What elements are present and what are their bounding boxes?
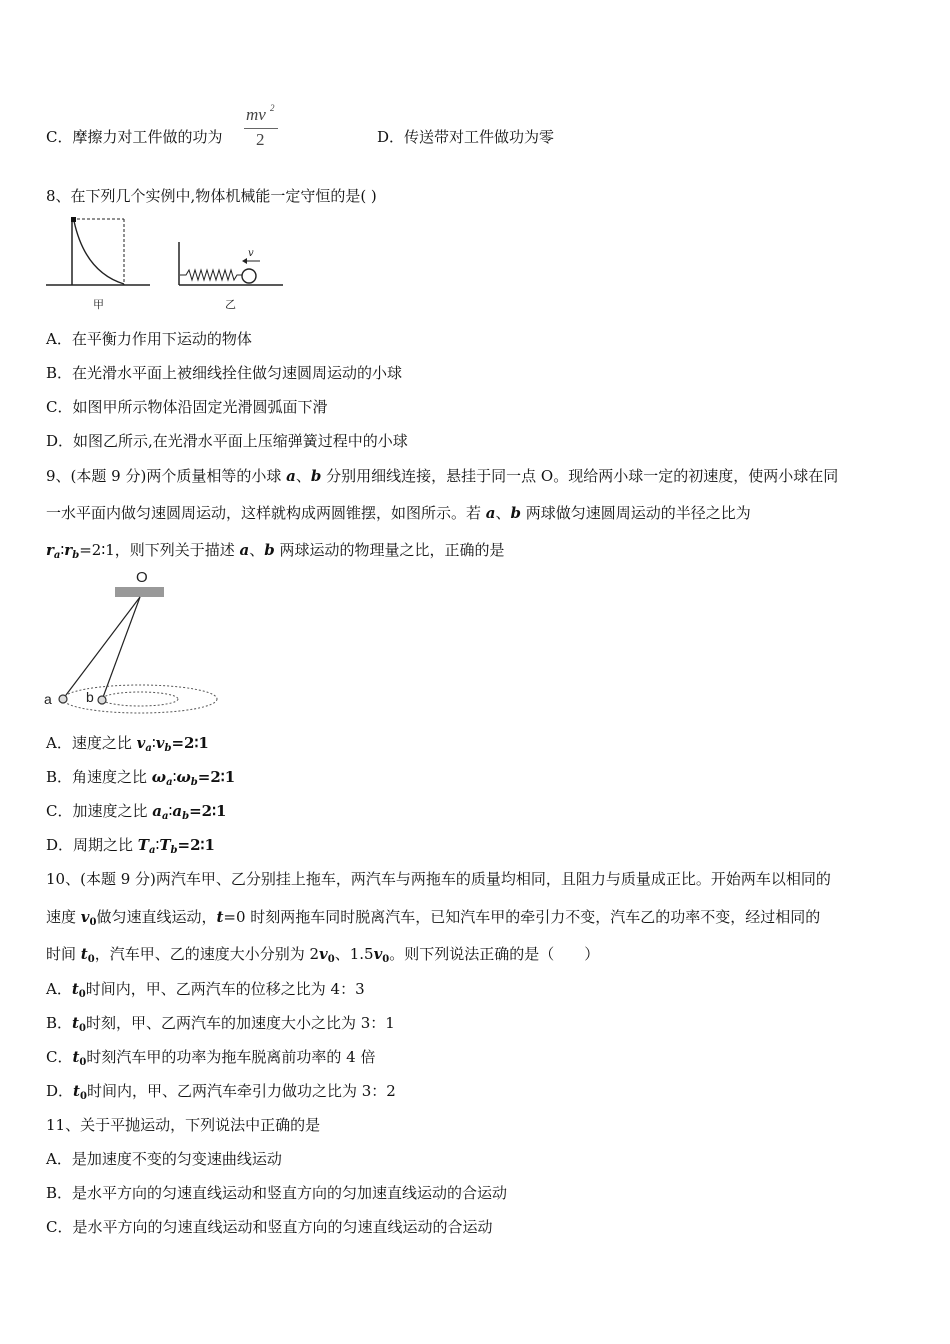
ratio-value: =2∶1 <box>197 768 236 786</box>
ball-b-label: b <box>86 689 94 705</box>
q8-option-c: C．如图甲所示物体沿固定光滑圆弧面下滑 <box>46 398 328 416</box>
q10-stem-line3 <box>46 943 599 971</box>
q9-text: 一水平面内做匀速圆周运动，这样就构成两圆锥摆，如图所示。若 <box>46 504 486 522</box>
ratio-colon: ∶ <box>60 541 65 559</box>
var-a: a <box>172 802 183 820</box>
q10-text: ，汽车甲、乙的速度大小分别为 2 <box>94 945 320 963</box>
velocity-label: v <box>248 248 254 259</box>
ratio-colon: ∶ <box>172 768 177 786</box>
var-t: t <box>80 945 88 963</box>
var-b: b <box>310 467 322 485</box>
opt-text: 时间内，甲、乙两汽车的位移之比为 4：3 <box>85 980 365 998</box>
subscript-0: 0 <box>89 917 97 928</box>
var-a: a <box>152 802 162 820</box>
var-a: a <box>239 541 250 559</box>
subscript-a: a <box>53 550 61 561</box>
var-r: r <box>46 541 54 559</box>
opt-text: A． <box>46 980 72 998</box>
ratio-colon: ∶ <box>155 836 160 854</box>
q8-option-b: B．在光滑水平面上被细线拴住做匀速圆周运动的小球 <box>46 364 403 382</box>
q11-option-a: A．是加速度不变的匀变速曲线运动 <box>46 1150 282 1168</box>
q10-text: 时间 <box>46 945 81 963</box>
ball-a-label: a <box>44 691 52 707</box>
q11-option-b: B．是水平方向的匀速直线运动和竖直方向的匀加速直线运动的合运动 <box>46 1184 508 1202</box>
q8-option-a: A．在平衡力作用下运动的物体 <box>46 330 252 348</box>
q10-text: =0 时刻两拖车同时脱离汽车，已知汽车甲的牵引力不变，汽车乙的功率不变，经过相同的 <box>223 908 821 926</box>
var-t: t <box>216 908 224 926</box>
q10-text: 做匀速直线运动， <box>96 908 217 926</box>
var-v: v <box>373 945 383 963</box>
q10-option-b <box>46 1012 395 1040</box>
subscript-0: 0 <box>382 954 390 965</box>
opt-text: A．速度之比 <box>46 734 137 752</box>
q10-text: 。则下列说法正确的是（ ） <box>389 945 600 963</box>
figure-yi-label: 乙 <box>225 298 236 311</box>
q10-option-d <box>46 1080 396 1108</box>
opt-text: C． <box>46 1048 73 1066</box>
q9-sep: 、 <box>495 504 511 522</box>
var-t: t <box>72 1048 80 1066</box>
ball-a <box>59 695 67 703</box>
var-t: T <box>137 836 149 854</box>
q7-option-d: D．传送带对工件做功为零 <box>377 128 555 146</box>
q9-sep: 、 <box>295 467 311 485</box>
var-t: T <box>159 836 171 854</box>
opt-text: B． <box>46 1014 73 1032</box>
subscript-a: a <box>166 777 173 788</box>
opt-text: C．加速度之比 <box>46 802 153 820</box>
ratio-value: =2∶1 <box>171 734 209 752</box>
subscript-a: a <box>161 811 169 822</box>
q11-stem: 11、关于平抛运动，下列说法中正确的是 <box>46 1116 321 1134</box>
var-b: b <box>264 541 275 559</box>
ceiling-bar <box>115 587 164 597</box>
figure-jia <box>46 217 150 285</box>
q9-stem-line2 <box>46 502 751 524</box>
ratio-colon: ∶ <box>151 734 156 752</box>
opt-text: 时间内，甲、乙两汽车牵引力做功之比为 3：2 <box>86 1082 396 1100</box>
q9-option-c <box>46 800 226 828</box>
fraction-superscript: 2 <box>270 103 275 113</box>
opt-text: B．角速度之比 <box>46 768 152 786</box>
q9-text: 分别用细线连接，悬挂于同一点 O。现给两小球一定的初速度，使两小球在同 <box>321 467 839 485</box>
var-v: v <box>80 908 90 926</box>
subscript-b: b <box>170 845 178 856</box>
var-b: b <box>510 504 522 522</box>
var-t: t <box>71 980 79 998</box>
subscript-b: b <box>72 550 80 561</box>
q9-sep: 、 <box>249 541 265 559</box>
orbit-b <box>102 692 178 706</box>
q10-text: 速度 <box>46 908 81 926</box>
fraction-numerator: mv <box>246 105 266 124</box>
var-omega: ω <box>151 768 167 786</box>
figure-jia-label: 甲 <box>93 298 104 311</box>
var-omega: ω <box>176 768 191 786</box>
opt-text: 时刻汽车甲的功率为拖车脱离前功率的 4 倍 <box>86 1048 376 1066</box>
q7-option-c-fraction <box>244 103 280 153</box>
fraction-bar <box>244 128 278 129</box>
q9-option-b <box>46 766 235 794</box>
subscript-a: a <box>145 743 152 754</box>
q7-option-c <box>46 126 222 148</box>
subscript-0: 0 <box>87 954 95 965</box>
var-v: v <box>319 945 328 963</box>
q11-option-c: C．是水平方向的匀速直线运动和竖直方向的匀速直线运动的合运动 <box>46 1218 493 1236</box>
q9-text: 两球运动的物理量之比，正确的是 <box>274 541 505 559</box>
q10-stem-line1: 10、(本题 9 分)两汽车甲、乙分别挂上拖车，两汽车与两拖车的质量均相同，且阻力与质量成正比。开始两车以相同的 <box>46 870 831 888</box>
fraction-denominator: 2 <box>256 130 265 149</box>
q9-text: 9、(本题 9 分)两个质量相等的小球 <box>46 467 287 485</box>
subscript-0: 0 <box>79 1057 87 1068</box>
ball-b <box>98 696 106 704</box>
q8-figure <box>40 212 300 316</box>
q8-option-d: D．如图乙所示,在光滑水平面上压缩弹簧过程中的小球 <box>46 432 408 450</box>
subscript-0: 0 <box>78 989 86 1000</box>
var-v: v <box>136 734 146 752</box>
var-a: a <box>485 504 496 522</box>
subscript-b: b <box>164 743 172 754</box>
q9-stem-line3 <box>46 539 505 567</box>
figure-yi <box>179 242 283 285</box>
q10-option-a <box>46 978 365 1006</box>
opt-text: 时刻，甲、乙两汽车的加速度大小之比为 3：1 <box>85 1014 395 1032</box>
var-t: t <box>73 1082 80 1100</box>
ratio-value: =2∶1 <box>177 836 215 854</box>
pivot-label-o: O <box>136 569 148 586</box>
q10-option-c <box>46 1046 375 1074</box>
subscript-0: 0 <box>78 1023 86 1034</box>
opt-text: D．周期之比 <box>46 836 138 854</box>
q7-option-c-text: C．摩擦力对工件做的功为 <box>46 128 223 146</box>
ratio-colon: ∶ <box>168 802 173 820</box>
var-r: r <box>64 541 73 559</box>
q10-stem-line2 <box>46 906 820 934</box>
subscript-b: b <box>190 777 198 788</box>
q8-stem: 8、在下列几个实例中,物体机械能一定守恒的是( ) <box>46 187 377 205</box>
q9-option-d <box>46 834 215 862</box>
subscript-0: 0 <box>79 1091 87 1102</box>
q9-text: 两球做匀速圆周运动的半径之比为 <box>521 504 751 522</box>
q9-stem-line1 <box>46 465 838 487</box>
subscript-b: b <box>182 811 190 822</box>
var-a: a <box>286 467 296 485</box>
opt-text: D． <box>46 1082 74 1100</box>
ratio-value: =2∶1 <box>189 802 227 820</box>
subscript-0: 0 <box>327 954 335 965</box>
subscript-a: a <box>148 845 156 856</box>
var-t: t <box>72 1014 79 1032</box>
q9-conical-pendulum-figure <box>40 566 230 718</box>
q9-option-a <box>46 732 209 760</box>
var-v: v <box>155 734 165 752</box>
q9-text: =2∶1，则下列关于描述 <box>79 541 240 559</box>
q10-text: 、1.5 <box>334 945 374 963</box>
